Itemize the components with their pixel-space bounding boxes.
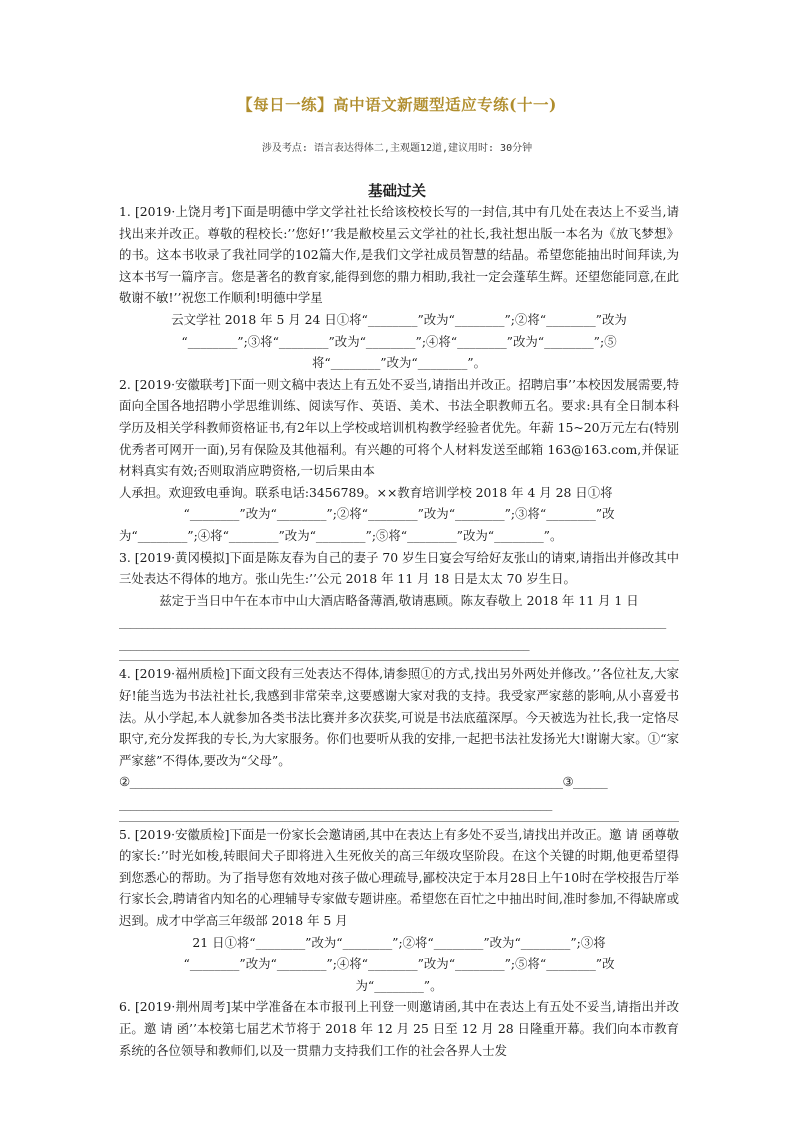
- question-1-text: 1. [2019·上饶月考]下面是明德中学文学社社长给该校校长写的一封信,其中有几处在表达上不妥当,请找出来并改正。尊敬的程校长:’’您好!’’我是敝校星云文学社的社长,我社想出版一本名为《放飞梦想》的书。这本书收录了我社同学的102篇大作,是我们文学社成员智慧的结晶。希望您能抽出时间拜读,为这本书写一篇序言。您是著名的教育家,能得到您的鼎力相助,我社一定会蓬荜生辉。还望您能同意,在此敬谢不敏!’’祝您工作顺利!明德中学星: [119, 204, 679, 306]
- section-heading: 基础过关: [368, 183, 426, 200]
- question-2-answer-line-2: 为“________”;④将“________”改为“________”;⑤将“________”改为“________”。: [119, 527, 563, 543]
- question-4: [119, 663, 679, 821]
- question-3-answer-blank-1[interactable]: ________________________________________________________________________________________________: [119, 614, 666, 630]
- question-3-text: 3. [2019·黄冈模拟]下面是陈友春为自己的妻子 70 岁生日宴会写给好友张山的请柬,请指出并修改其中三处表达不得体的地方。张山先生:’’公元 2018 年 11 月 18 日是太太 70 岁生日。: [119, 549, 679, 587]
- question-4-answer-blank-1[interactable]: ②____________________________________________________________________________③______: [119, 774, 608, 790]
- question-2-answer-line-1: “________”改为“________”;②将“________”改为“________”;③将“________”改: [183, 506, 615, 522]
- divider: [119, 660, 679, 661]
- question-5-answer-line-2: “________”改为“________”;④将“________”改为“________”;⑤将“________”改: [183, 956, 615, 972]
- question-3-text-end: 兹定于当日中午在本市中山大酒店略备薄酒,敬请惠顾。陈友春敬上 2018 年 11 月 1 日: [159, 592, 639, 608]
- question-4-answer-blank-2[interactable]: ____________________________________________________________________________: [119, 796, 552, 812]
- question-4-text: 4. [2019·福州质检]下面文段有三处表达不得体,请参照①的方式,找出另外两处并修改。’’各位社友,大家好!能当选为书法社社长,我感到非常荣幸,这要感谢大家对我的支持。我受家严家慈的影响,从小喜爱书法。从小学起,本人就参加各类书法比赛并多次获奖,可说是书法底蕴深厚。今天被选为社长,我一定恪尽职守,充分发挥我的专长,为大家服务。你们也要听从我的安排,一起把书法社发扬光大!谢谢大家。①“家严家慈”不得体,要改为“父母”。: [119, 666, 679, 768]
- question-1-answer-line-2: “________”;③将“________”改为“________”;④将“________”改为“________”;⑤: [181, 333, 617, 349]
- question-5-text: 5. [2019·安徽质检]下面是一份家长会邀请函,其中在表达上有多处不妥当,请找出并改正。邀 请 函尊敬的家长:’’时光如梭,转眼间犬子即将进入生死攸关的高三年级攻坚阶段。在这个关键的时期,他更希望得到您悉心的帮助。为了指导您有效地对孩子做心理疏导,鄙校决定于本月28日上午10时在学校报告厅举行家长会,聘请省内知名的心理辅导专家做专题讲座。希望您在百忙之中抽出时间,准时参加,不得缺席或迟到。成才中学高三年级部 2018 年 5 月: [119, 826, 679, 928]
- question-2-text-end: 人承担。欢迎致电垂询。联系电话:3456789。××教育培训学校 2018 年 4 月 28 日①将: [119, 484, 613, 500]
- document-title: 【每日一练】高中语文新题型适应专练(十一): [237, 95, 557, 114]
- question-2: [119, 374, 679, 547]
- question-1-answer-line-1: 云文学社 2018 年 5 月 24 日①将“________”改为“________”;②将“________”改为: [171, 311, 627, 327]
- exam-meta-info: 涉及考点: 语言表达得体二,主观题12道,建议用时: 30分钟: [261, 143, 533, 154]
- question-3: [119, 547, 679, 662]
- question-5: [119, 824, 679, 997]
- question-1: [119, 201, 679, 374]
- divider: [119, 821, 679, 822]
- question-6-text: 6. [2019·荆州周考]某中学准备在本市报刊上刊登一则邀请函,其中在表达上有五处不妥当,请指出并改正。邀 请 函’’本校第七届艺术节将于 2018 年 12 月 25 日至 12 月 28 日隆重开幕。我们向本市教育系统的各位领导和教师们,以及一贯鼎力支持我们工作的社会各界人士发: [119, 999, 679, 1058]
- question-5-answer-line-1: 21 日①将“________”改为“________”;②将“________”改为“________”;③将: [192, 934, 606, 950]
- question-5-answer-line-3: 为“________”。: [355, 977, 443, 993]
- question-6: [119, 996, 679, 1061]
- question-3-answer-blank-2[interactable]: ________________________________________________________________________: [119, 635, 530, 651]
- question-2-text: 2. [2019·安徽联考]下面一则文稿中表达上有五处不妥当,请指出并改正。招聘启事’’本校因发展需要,特面向全国各地招聘小学思维训练、阅读写作、英语、美术、书法全职教师五名。要求:具有全日制本科学历及相关学科教师资格证书,有2年以上学校或培训机构教学经验者优先。年薪 15~20万元左右(特别优秀者可网开一面),另有保险及其他福利。有兴趣的可将个人材料发送至邮箱 163@163.com,并保证材料真实有效;否则取消应聘资格,一切后果由本: [119, 376, 679, 479]
- question-1-answer-line-3: 将“________”改为“________”。: [311, 355, 487, 371]
- question-list: [119, 201, 679, 1061]
